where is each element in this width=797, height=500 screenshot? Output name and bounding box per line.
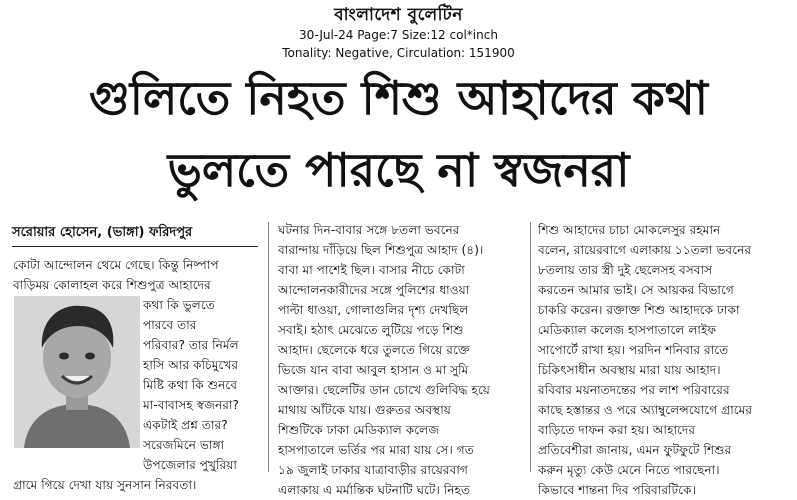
article-line: ঘটনার দিন-বাবার সঙ্গে ৮তলা ভবনের bbox=[278, 223, 460, 237]
clipping-meta-date-page: 30-Jul-24 Page:7 Size:12 col*inch bbox=[299, 28, 498, 42]
column-divider bbox=[268, 222, 269, 472]
article-line: একটাই প্রশ্ন তার? bbox=[143, 418, 228, 432]
article-line: মা-বাবাসহ স্বজনরা? bbox=[143, 398, 239, 412]
article-line: মিষ্টি কথা কি শুনবে bbox=[143, 378, 238, 392]
article-line: পারবে তার bbox=[143, 318, 197, 332]
article-line: কোটা আন্দোলন থেমে গেছে। কিন্তু নিষ্পাপ bbox=[13, 258, 219, 272]
article-line: প্রতিবেশীরা জানায়, এমন ফুটফুটে শিশুর bbox=[538, 443, 732, 457]
article-line: শিশু আহাদের চাচা মোকলেসুর রহমান bbox=[538, 223, 721, 237]
article-line: বাড়িতে দাফন করা হয়। আহাদের bbox=[538, 423, 696, 437]
article-line: করুন মৃত্যু কেউ মেনে নিতে পারছেনা। bbox=[538, 463, 720, 477]
headline-line-1: গুলিতে নিহত শিশু আহাদের কথা bbox=[89, 71, 708, 125]
article-line: আন্দোলনকারীদের সঙ্গে পুলিশের ধাওয়া bbox=[278, 283, 470, 297]
article-line: পরিবার? তার নির্মল bbox=[143, 338, 239, 352]
article-line: বারান্দায় দাঁড়িয়ে ছিল শিশুপুত্র আহাদ (৪)। bbox=[278, 243, 484, 257]
article-line: উপজেলার পুখুরিয়া bbox=[143, 458, 237, 472]
article-line: চিকিৎসাধীন অবস্থায় মারা যায় আহাদ। bbox=[538, 363, 721, 377]
column-divider bbox=[530, 222, 531, 472]
article-line: পাল্টা ধাওয়া, গোলাগুলির দৃশ্য দেখছিল bbox=[278, 303, 469, 317]
headline-line-2: ভুলতে পারছে না স্বজনরা bbox=[167, 143, 630, 197]
article-line: সরেজমিনে ভাঙ্গা bbox=[143, 438, 225, 452]
article-line: সবাই। হঠাৎ মেঝেতে লুটিয়ে পড়ে শিশু bbox=[278, 323, 464, 337]
article-column-2 bbox=[278, 220, 526, 500]
article-column-3 bbox=[538, 220, 790, 500]
article-line: এলাকায় এ মর্মান্তিক ঘটনাটি ঘটে। নিহত bbox=[278, 483, 471, 497]
article-line: বলেন, রায়েরবাগে এলাকায় ১১তলা ভবনের bbox=[538, 243, 752, 257]
article-line: কিভাবে শান্তনা দিব পরিবারটিকে। bbox=[538, 483, 696, 497]
article-line: চাকরি করেন। রক্তাক্ত শিশু আহাদকে ঢাকা bbox=[538, 303, 740, 317]
article-line: ৮তলায় তার স্ত্রী দুই ছেলেসহ বসবাস bbox=[538, 263, 713, 277]
article-line: শিশুটিকে ঢাকা মেডিক্যাল কলেজ bbox=[278, 423, 440, 437]
article-line: কাছে হস্তান্তর ও পরে অ্যাম্বুলেন্সযোগে গ্রামের bbox=[538, 403, 753, 417]
article-line: কথা কি ভুলতে bbox=[143, 298, 215, 312]
article-line: হাসপাতালে ভর্তির পর মারা যায় সে। গত bbox=[278, 443, 474, 457]
article-line: বাবা মা পাশেই ছিল। বাসার নীচে কোটা bbox=[278, 263, 465, 277]
clipping-meta-tonality: Tonality: Negative, Circulation: 151900 bbox=[282, 46, 515, 60]
article-line: ১৯ জুলাই ঢাকার যাত্রাবাড়ীর রায়েরবাগ bbox=[278, 463, 468, 477]
article-line: সাপোর্টে রাখা হয়। পরদিন শনিবার রাতে bbox=[538, 343, 729, 357]
newspaper-masthead: বাংলাদেশ বুলেটিন bbox=[334, 5, 463, 25]
article-line: আক্তার। ছেলেটির ডান চোখে গুলিবিদ্ধ হয়ে bbox=[278, 383, 490, 397]
article-line: বাড়িময় কোলাহল করে শিশুপুত্র আহাদের bbox=[13, 278, 211, 292]
article-line: হাসি আর কচিমুখের bbox=[143, 358, 239, 372]
article-line: আহাদ। ছেলেকে ধরে তুলতে গিয়ে রক্তে bbox=[278, 343, 470, 357]
article-line: গ্রামে গিয়ে দেখা যায় সুনসান নিরবতা। bbox=[13, 478, 197, 492]
article-line: ভিজে যান বাবা আবুল হাসান ও মা সুমি bbox=[278, 363, 469, 377]
article-column-1 bbox=[13, 255, 263, 495]
byline: সরোয়ার হোসেন, (ভাঙ্গা) ফরিদপুর bbox=[12, 223, 258, 247]
article-line: রবিবার ময়নাতদন্তের পর লাশ পরিবারের bbox=[538, 383, 730, 397]
article-line: মাথায় আঁটকে যায়। গুরুতর অবস্থায় bbox=[278, 403, 451, 417]
article-line: মেডিক্যাল কলেজ হাসপাতালে লাইফ bbox=[538, 323, 717, 337]
article-line: করতেন আমার ভাই। সে আয়কর বিভাগে bbox=[538, 283, 734, 297]
